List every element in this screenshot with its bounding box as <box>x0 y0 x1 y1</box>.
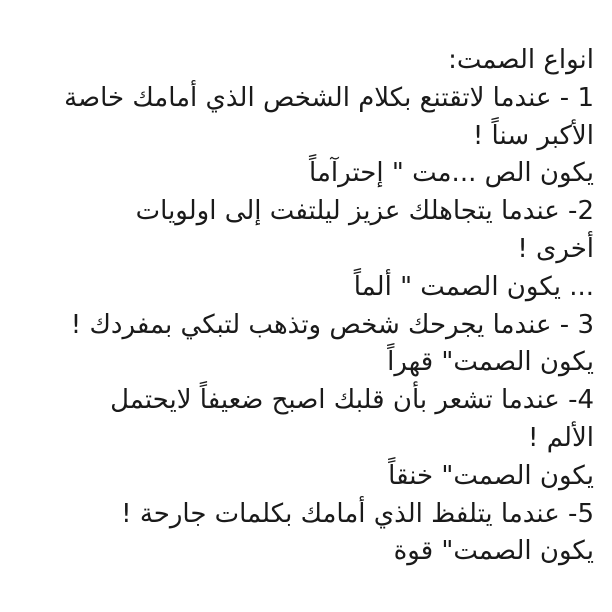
text-line-result-5: يكون الصمت" قوة <box>393 536 594 567</box>
text-line-item-2: 2- عندما يتجاهلك عزيز ليلتفت إلى اولويات <box>135 196 594 227</box>
text-line-item-1-cont: الأكبر سناً ! <box>472 120 594 151</box>
text-line-result-1: يكون الص ...مت " إحترآماً <box>309 158 594 189</box>
text-line-item-4-cont: الألم ! <box>528 422 594 453</box>
text-line-item-1: 1 - عندما لاتقتنع بكلام الشخص الذي أمامك خاصة <box>64 82 594 113</box>
text-line-result-2: ... يكون الصمت " ألماً <box>353 271 594 302</box>
text-line-item-4: 4- عندما تشعر بأن قلبك اصبح ضعيفاً لايحتمل <box>110 385 594 416</box>
text-line-result-4: يكون الصمت" خنقاً <box>388 460 594 491</box>
text-body <box>14 42 594 571</box>
text-line-item-3: 3 - عندما يجرحك شخص وتذهب لتبكي بمفردك ! <box>70 309 594 340</box>
text-line-item-5: 5- عندما يتلفظ الذي أمامك بكلمات جارحة ! <box>121 498 594 529</box>
text-line-result-3: يكون الصمت" قهراً <box>387 347 594 378</box>
heading-line: انواع الصمت: <box>448 45 594 75</box>
text-line-item-2-cont: أخرى ! <box>517 233 594 264</box>
